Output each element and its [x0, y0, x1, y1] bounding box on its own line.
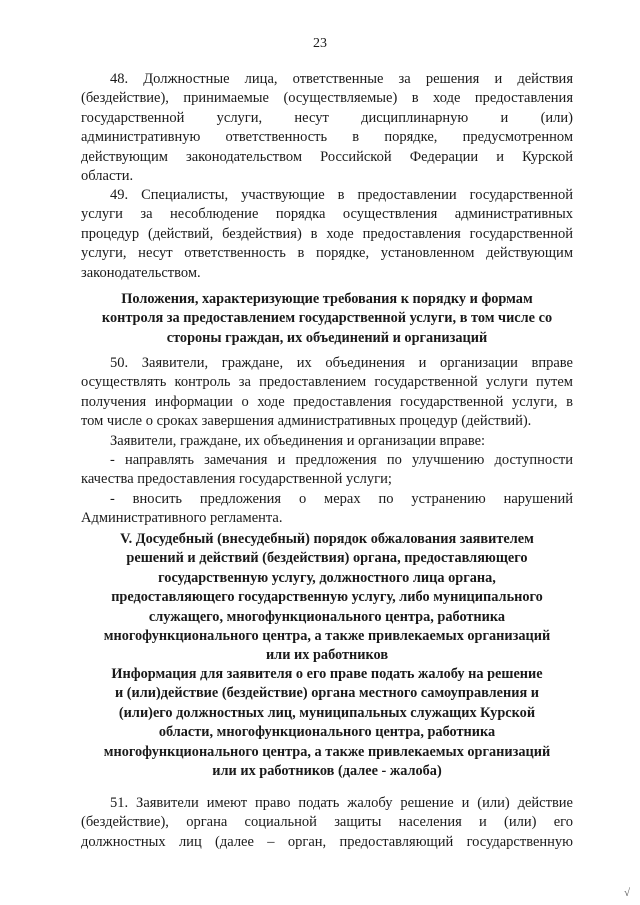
heading-info-line-4: области, многофункционального центра, работника: [158, 724, 496, 741]
p49-line-4: услуги, несут ответственность в порядке, установленном действующим: [81, 245, 573, 262]
p48-line-5: действующим законодательством Российской Федерации и Курской: [81, 148, 573, 165]
section-v-line-6: многофункционального центра, а также привлекаемых организаций: [103, 628, 551, 645]
p51-line-2: (бездействие), органа социальной защиты населения и (или) его: [81, 814, 573, 831]
heading-complaint-info: [78, 665, 576, 781]
p48-line-2: (бездействие), принимаемые (осуществляемые) в ходе предоставления: [81, 90, 573, 107]
heading-control-line-3: стороны граждан, их объединений и организаций: [166, 329, 488, 346]
section-v-heading: [78, 530, 576, 666]
heading-info-line-1: Информация для заявителя о его праве подать жалобу на решение: [111, 666, 543, 682]
section-v-line-5: служащего, многофункционального центра, работника: [148, 608, 506, 625]
p50-rights: Заявители, граждане, их объединения и организации вправе:: [110, 432, 486, 449]
heading-control-line-1: Положения, характеризующие требования к порядку и формам: [121, 291, 533, 307]
p49-line-2: услуги за несоблюдение порядка осуществления административных: [81, 206, 573, 223]
p48-line-6: области.: [81, 168, 134, 185]
paragraph-49: [81, 186, 573, 283]
bullet-2-line-2: Административного регламента.: [81, 510, 283, 527]
p49-line-5: законодательством.: [81, 264, 201, 281]
heading-control-line-2: контроля за предоставлением государственной услуги, в том числе со: [101, 310, 553, 327]
p48-line-4: административную ответственность в порядке, предусмотренном: [81, 129, 573, 146]
corner-mark: √: [623, 887, 630, 899]
paragraph-51: [81, 794, 573, 852]
p50-line-3: получения информации о ходе предоставления государственной услуги, в: [81, 393, 573, 410]
heading-info-line-3: (или)его должностных лиц, муниципальных служащих Курской: [118, 704, 536, 721]
section-v-line-3: государственную услугу, должностного лица органа,: [158, 569, 496, 586]
p51-line-1: 51. Заявители имеют право подать жалобу решение и (или) действие: [110, 795, 573, 811]
section-v-line-7: или их работников: [265, 647, 389, 664]
section-v-line-1: V. Досудебный (внесудебный) порядок обжалования заявителем: [120, 531, 534, 547]
heading-control-requirements: [78, 290, 576, 348]
heading-info-line-5: многофункционального центра, а также привлекаемых организаций: [103, 743, 551, 760]
p49-line-1: 49. Специалисты, участвующие в предоставлении государственной: [110, 187, 573, 203]
p50-line-1: 50. Заявители, граждане, их объединения и организации вправе: [110, 355, 573, 371]
heading-info-line-6: или их работников (далее - жалоба): [212, 763, 442, 780]
section-v-line-4: предоставляющего государственную услугу, либо муниципального: [111, 589, 543, 606]
paragraph-48: [81, 70, 573, 186]
paragraph-50: [81, 354, 573, 529]
page-number: 23: [313, 36, 327, 51]
heading-info-line-2: и (или)действие (бездействие) органа местного самоуправления и: [114, 685, 540, 702]
p48-line-1: 48. Должностные лица, ответственные за решения и действия: [110, 71, 573, 87]
p50-line-2: осуществлять контроль за предоставлением государственной услуги путем: [81, 374, 573, 391]
p51-line-3: должностных лиц (далее – орган, предоставляющий государственную: [81, 833, 573, 850]
bullet-1-line-2: качества предоставления государственной услуги;: [81, 471, 392, 488]
bullet-2-line-1: - вносить предложения о мерах по устранению нарушений: [110, 490, 573, 507]
section-v-line-2: решений и действий (бездействия) органа, предоставляющего: [126, 550, 528, 567]
bullet-1-line-1: - направлять замечания и предложения по улучшению доступности: [110, 452, 573, 469]
p50-line-4: том числе о сроках завершения административных процедур (действий).: [81, 413, 532, 430]
p48-line-3: государственной услуги, несут дисциплинарную и (или): [81, 109, 573, 126]
p49-line-3: процедур (действий, бездействия) в ходе предоставления государственной: [81, 225, 573, 242]
